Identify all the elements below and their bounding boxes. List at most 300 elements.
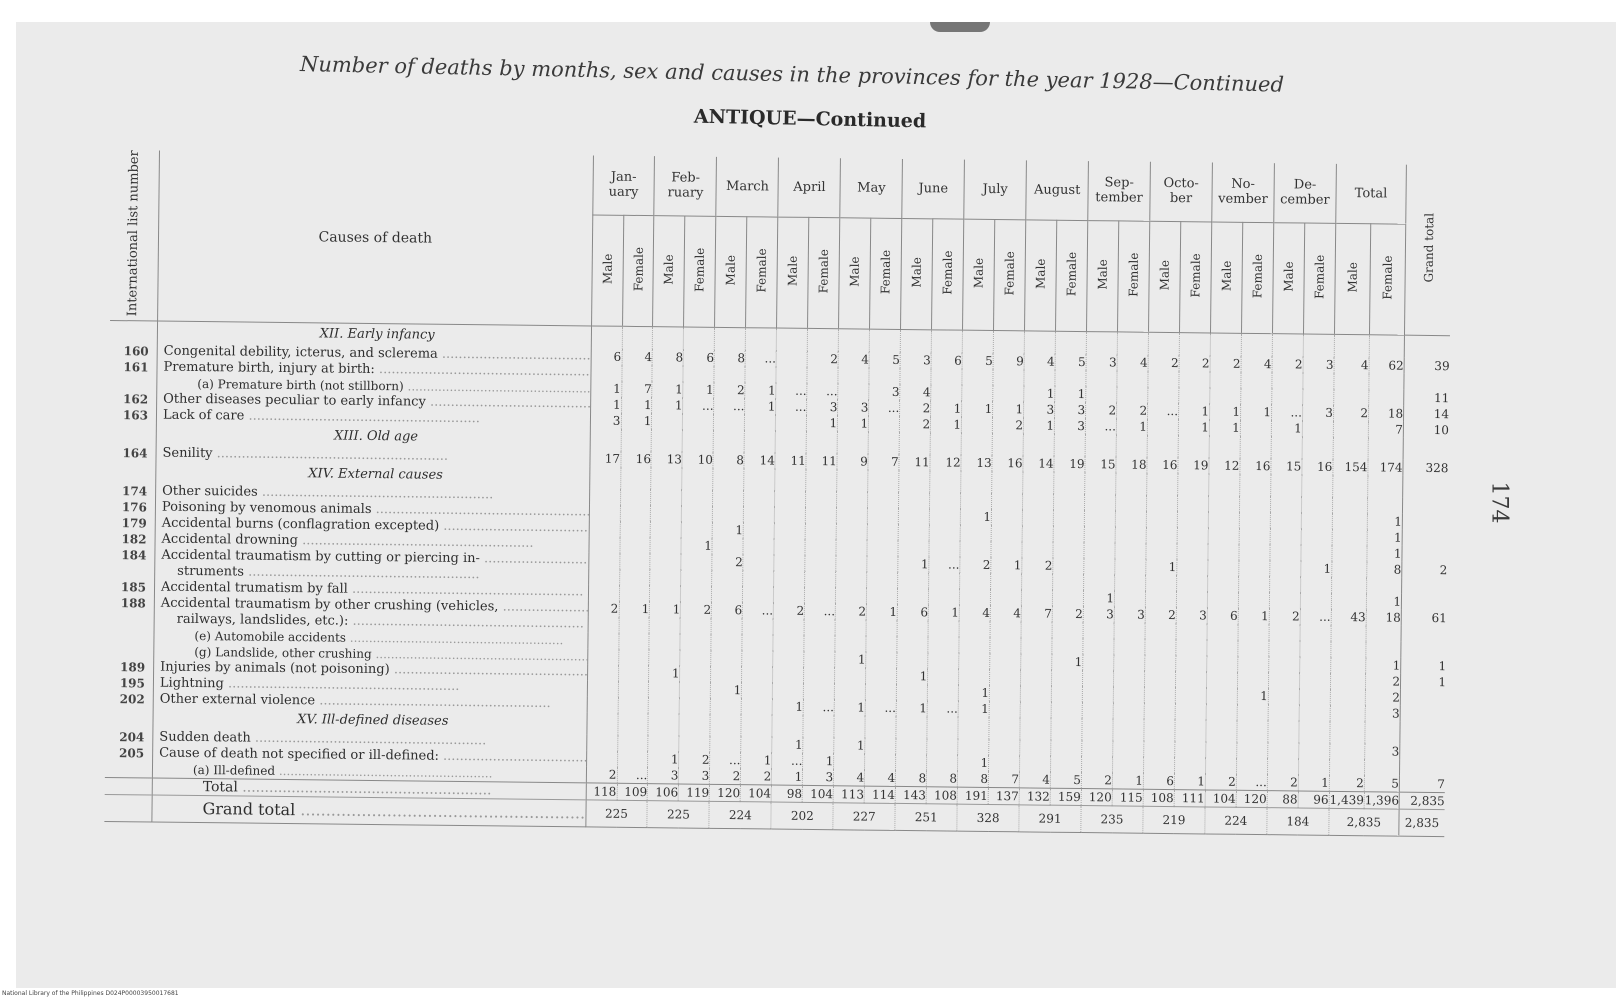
grand-total-value-cell: 251 (895, 803, 957, 831)
value-cell (713, 468, 744, 490)
value-cell: 1 (1240, 404, 1271, 420)
value-cell (1021, 669, 1052, 685)
value-cell (773, 667, 804, 683)
value-cell: 3 (1086, 354, 1117, 370)
value-cell: 2 (900, 400, 931, 416)
month-header: Feb- ruary (654, 156, 717, 216)
female-header (1369, 224, 1405, 336)
value-cell (774, 571, 805, 587)
value-cell (710, 736, 741, 752)
value-cell (649, 697, 680, 713)
value-cell: 3 (1365, 743, 1400, 759)
value-cell (1400, 744, 1446, 761)
value-cell (776, 415, 807, 431)
value-cell (960, 541, 991, 557)
statistics-table (104, 150, 1452, 837)
value-cell (1144, 703, 1175, 719)
value-cell: ... (772, 753, 803, 769)
value-cell (1051, 718, 1082, 740)
value-cell (619, 537, 650, 553)
value-cell (1333, 475, 1368, 497)
total-value-cell: 114 (864, 786, 895, 803)
value-cell (773, 683, 804, 699)
value-cell (1400, 706, 1446, 723)
cause-cell: Accidental traumatism by other crushing (vehicles, ..... (154, 596, 588, 617)
value-cell (650, 569, 681, 585)
value-cell (617, 713, 648, 735)
value-cell (620, 467, 651, 489)
female-header (932, 219, 964, 330)
value-cell (1332, 513, 1367, 529)
list-number-cell: 205 (105, 745, 153, 762)
value-cell: 7 (621, 381, 652, 397)
value-cell (1082, 686, 1113, 702)
value-cell (590, 428, 621, 450)
value-cell (931, 384, 962, 400)
value-cell (960, 525, 991, 541)
value-cell: 1 (1178, 419, 1209, 435)
value-cell (775, 507, 806, 523)
value-cell: 154 (1333, 459, 1368, 475)
value-cell (648, 713, 679, 735)
value-cell (774, 587, 805, 603)
value-cell: 2 (1329, 775, 1364, 792)
value-cell: 8 (927, 770, 958, 787)
value-cell (617, 735, 648, 751)
female-header (1303, 223, 1335, 334)
grand-total-value-cell: 219 (1143, 806, 1205, 834)
value-cell (590, 364, 621, 380)
value-cell: 10 (1403, 422, 1449, 439)
value-cell (649, 633, 680, 649)
value-cell (1175, 741, 1206, 757)
value-cell: 4 (900, 384, 931, 400)
value-cell: 2 (712, 554, 743, 570)
value-cell (1146, 527, 1177, 543)
value-cell: 2 (588, 600, 619, 616)
value-cell (619, 569, 650, 585)
value-cell (714, 414, 745, 430)
value-cell (930, 508, 961, 524)
male-header-text: Male (1157, 259, 1172, 291)
grand-total-value-cell: 202 (771, 802, 833, 830)
value-cell (866, 652, 897, 668)
value-cell (803, 715, 834, 737)
value-cell (680, 698, 711, 714)
value-cell: 3 (900, 352, 931, 368)
value-cell: 1 (621, 413, 652, 429)
value-cell: 3 (1365, 705, 1400, 721)
value-cell (1020, 717, 1051, 739)
value-cell (991, 541, 1022, 557)
value-cell (805, 523, 836, 539)
list-number-cell: 174 (108, 483, 156, 500)
value-cell (776, 367, 807, 383)
value-cell (1271, 436, 1302, 458)
value-cell (1082, 718, 1113, 740)
value-cell (867, 556, 898, 572)
male-header-text: Male (909, 256, 925, 288)
value-cell (1051, 756, 1082, 772)
value-cell (1145, 639, 1176, 655)
value-cell: 174 (1368, 459, 1403, 475)
value-cell: 62 (1369, 357, 1404, 373)
month-header: July (964, 160, 1027, 220)
female-header (1056, 220, 1088, 331)
value-cell (710, 714, 741, 736)
value-cell (622, 326, 653, 349)
grand-total-value-cell: 224 (709, 801, 771, 829)
value-cell (742, 650, 773, 666)
value-cell (1301, 497, 1332, 513)
value-cell (589, 520, 620, 536)
value-cell (1270, 496, 1301, 512)
value-cell (1269, 576, 1300, 592)
value-cell (1176, 639, 1207, 655)
value-cell: 5 (869, 352, 900, 368)
value-cell: 1 (834, 737, 865, 753)
value-cell (651, 505, 682, 521)
value-cell: 3 (1055, 402, 1086, 418)
value-cell (1332, 561, 1367, 577)
value-cell (586, 734, 617, 750)
value-cell (1330, 705, 1365, 721)
value-cell: 2 (1365, 689, 1400, 705)
list-number-cell (109, 423, 157, 446)
value-cell (1082, 702, 1113, 718)
value-cell (1299, 721, 1330, 743)
value-cell (1241, 388, 1272, 404)
value-cell (1402, 530, 1448, 547)
value-cell (961, 471, 992, 493)
value-cell: 1 (896, 700, 927, 716)
total-value-cell: 119 (679, 784, 710, 801)
value-cell (931, 368, 962, 384)
total-value-cell: 106 (648, 784, 679, 801)
value-cell: 7 (1021, 605, 1052, 621)
value-cell (1299, 705, 1330, 721)
value-cell (1206, 671, 1237, 687)
value-cell (1369, 373, 1404, 389)
value-cell (1175, 671, 1206, 687)
value-cell: 2 (710, 768, 741, 785)
female-header (1179, 222, 1211, 333)
value-cell: ... (617, 767, 648, 784)
value-cell (958, 739, 989, 755)
value-cell (1299, 689, 1330, 705)
value-cell (1051, 686, 1082, 702)
month-header: De- cember (1274, 163, 1337, 223)
cause-cell: Lack of care ..... (156, 408, 590, 429)
value-cell: 14 (1023, 455, 1054, 471)
value-cell: 1 (1178, 403, 1209, 419)
value-cell (1302, 475, 1333, 497)
value-cell: 1 (741, 752, 772, 768)
value-cell: 39 (1404, 358, 1450, 375)
value-cell (930, 470, 961, 492)
value-cell (681, 570, 712, 586)
value-cell (1177, 511, 1208, 527)
list-number-cell: 185 (107, 579, 155, 596)
value-cell (1052, 638, 1083, 654)
value-cell (1114, 654, 1145, 670)
value-cell (774, 555, 805, 571)
value-cell (1241, 333, 1272, 356)
value-cell (1023, 433, 1054, 455)
value-cell: 1 (772, 769, 803, 786)
value-cell (1300, 625, 1331, 641)
document-title: Number of deaths by months, sex and causes in the provinces for the year 1928—Continued (299, 52, 1285, 97)
cause-cell: Poisoning by venomous animals ..... (155, 500, 589, 521)
value-cell (1086, 386, 1117, 402)
value-cell (1054, 434, 1085, 456)
value-cell (1053, 510, 1084, 526)
value-cell (621, 365, 652, 381)
month-header: Octo- ber (1150, 162, 1213, 222)
female-header-text: Female (1064, 251, 1079, 297)
value-cell (772, 715, 803, 737)
value-cell (896, 716, 927, 738)
value-cell (990, 621, 1021, 637)
value-cell (650, 553, 681, 569)
value-cell: 16 (1240, 458, 1271, 474)
value-cell (1179, 387, 1210, 403)
value-cell (927, 716, 958, 738)
value-cell (1238, 640, 1269, 656)
value-cell (928, 652, 959, 668)
value-cell (835, 667, 866, 683)
value-cell (899, 508, 930, 524)
value-cell (1174, 757, 1205, 773)
female-header (808, 217, 840, 328)
value-cell: 3 (1114, 606, 1145, 622)
value-cell (1237, 720, 1268, 742)
value-cell: 1 (1146, 559, 1177, 575)
male-header-text: Male (1033, 258, 1048, 289)
value-cell (1085, 434, 1116, 456)
value-cell (804, 619, 835, 635)
value-cell: ... (710, 752, 741, 768)
value-cell (929, 524, 960, 540)
value-cell (1021, 637, 1052, 653)
value-cell (992, 493, 1023, 509)
value-cell (1268, 720, 1299, 742)
value-cell (1269, 624, 1300, 640)
value-cell (1331, 577, 1366, 593)
value-cell (1402, 546, 1448, 563)
value-cell (1367, 577, 1402, 593)
value-cell: 2 (807, 351, 838, 367)
value-cell (773, 635, 804, 651)
value-cell (1082, 756, 1113, 772)
value-cell (1299, 673, 1330, 689)
value-cell (1368, 437, 1403, 459)
value-cell (1272, 388, 1303, 404)
value-cell (1113, 740, 1144, 756)
value-cell (589, 466, 620, 488)
female-header-text: Female (1250, 253, 1265, 299)
value-cell: 8 (1367, 561, 1402, 577)
value-cell (960, 573, 991, 589)
value-cell (1083, 670, 1114, 686)
month-header: August (1026, 160, 1089, 220)
value-cell (1364, 759, 1399, 775)
value-cell (1301, 513, 1332, 529)
value-cell: ... (776, 383, 807, 399)
value-cell (993, 369, 1024, 385)
value-cell (1301, 529, 1332, 545)
value-cell (1146, 495, 1177, 511)
value-cell (898, 540, 929, 556)
value-cell: 1 (1367, 529, 1402, 545)
value-cell (1175, 703, 1206, 719)
value-cell (1022, 525, 1053, 541)
male-header-text: Male (847, 256, 863, 287)
value-cell: 1 (652, 381, 683, 397)
list-number-cell: 160 (110, 343, 158, 360)
value-cell (806, 431, 837, 453)
month-header: March (716, 157, 779, 217)
value-cell (1022, 541, 1053, 557)
value-cell (682, 506, 713, 522)
value-cell: ... (1236, 774, 1267, 791)
total-value-cell: 111 (1174, 790, 1205, 807)
value-cell (929, 540, 960, 556)
grand-total-value-cell: 291 (1019, 805, 1081, 833)
total-value-cell: 88 (1267, 791, 1298, 808)
male-header-text: Male (661, 254, 677, 285)
section-heading: XII. Early infancy (157, 321, 591, 348)
footer-credit: National Library of the Philippines D024P00003950017681 (2, 990, 179, 997)
value-cell: 5 (1050, 772, 1081, 789)
value-cell (743, 570, 774, 586)
value-cell (807, 367, 838, 383)
value-cell: 1 (993, 401, 1024, 417)
value-cell (805, 555, 836, 571)
value-cell (1333, 421, 1368, 437)
value-cell (1024, 369, 1055, 385)
value-cell (805, 539, 836, 555)
value-cell (1147, 473, 1178, 495)
value-cell (684, 327, 715, 350)
value-cell (1366, 625, 1401, 641)
value-cell (961, 493, 992, 509)
male-header (1087, 220, 1119, 331)
list-number-cell: 162 (109, 391, 157, 408)
value-cell (897, 620, 928, 636)
value-cell (1237, 672, 1268, 688)
value-cell (1401, 642, 1447, 659)
value-cell (837, 431, 868, 453)
value-cell: ... (865, 700, 896, 716)
value-cell: 1 (772, 737, 803, 753)
value-cell (1053, 542, 1084, 558)
value-cell: 5 (962, 353, 993, 369)
value-cell (1267, 758, 1298, 774)
value-cell (1303, 389, 1334, 405)
value-cell (898, 572, 929, 588)
male-header (715, 216, 747, 327)
value-cell: 16 (1302, 459, 1333, 475)
value-cell (836, 555, 867, 571)
value-cell (1176, 655, 1207, 671)
list-number-header-text: International list number (125, 150, 143, 317)
value-cell (1208, 559, 1239, 575)
value-cell (1115, 574, 1146, 590)
value-cell (990, 653, 1021, 669)
value-cell (899, 492, 930, 508)
value-cell (1114, 670, 1145, 686)
total-value-cell: 159 (1050, 788, 1081, 805)
value-cell (617, 751, 648, 767)
value-cell (648, 735, 679, 751)
value-cell (1238, 592, 1269, 608)
value-cell (1270, 528, 1301, 544)
value-cell (714, 430, 745, 452)
value-cell (989, 755, 1020, 771)
value-cell (835, 635, 866, 651)
value-cell (897, 684, 928, 700)
value-cell (1115, 542, 1146, 558)
value-cell: 8 (957, 771, 988, 788)
value-cell: 2 (679, 752, 710, 768)
value-cell (837, 491, 868, 507)
value-cell (1400, 722, 1446, 745)
value-cell (1052, 622, 1083, 638)
value-cell (958, 717, 989, 739)
grand-total-header (1405, 165, 1452, 336)
value-cell: 1 (1366, 657, 1401, 673)
value-cell (959, 669, 990, 685)
value-cell (836, 571, 867, 587)
value-cell (1177, 559, 1208, 575)
value-cell (989, 717, 1020, 739)
male-header-text: Male (1219, 260, 1234, 291)
value-cell (1178, 473, 1209, 495)
value-cell (683, 430, 714, 452)
male-header (963, 219, 995, 330)
value-cell (1206, 741, 1237, 757)
list-number-cell: 189 (106, 659, 154, 676)
value-cell (620, 489, 651, 505)
value-cell: 3 (1083, 606, 1114, 622)
value-cell: ... (927, 700, 958, 716)
month-header: June (902, 159, 965, 219)
value-cell (1144, 671, 1175, 687)
value-cell (1084, 526, 1115, 542)
value-cell (931, 330, 962, 353)
value-cell (962, 385, 993, 401)
value-cell: 328 (1403, 460, 1449, 477)
value-cell (1085, 494, 1116, 510)
value-cell (1207, 639, 1238, 655)
value-cell: 12 (930, 454, 961, 470)
value-cell (619, 553, 650, 569)
grand-total-value-cell: 227 (833, 803, 895, 831)
male-header-text: Male (1281, 261, 1296, 292)
value-cell (774, 523, 805, 539)
value-cell: 16 (1147, 457, 1178, 473)
value-cell: 2 (1272, 356, 1303, 372)
list-number-cell: 182 (107, 531, 155, 548)
value-cell (836, 523, 867, 539)
value-cell: 13 (961, 455, 992, 471)
value-cell (1268, 672, 1299, 688)
value-cell (899, 470, 930, 492)
value-cell: ... (1300, 609, 1331, 625)
total-value-cell: 104 (802, 785, 833, 802)
grand-total-header-text: Grand total (1421, 213, 1436, 283)
